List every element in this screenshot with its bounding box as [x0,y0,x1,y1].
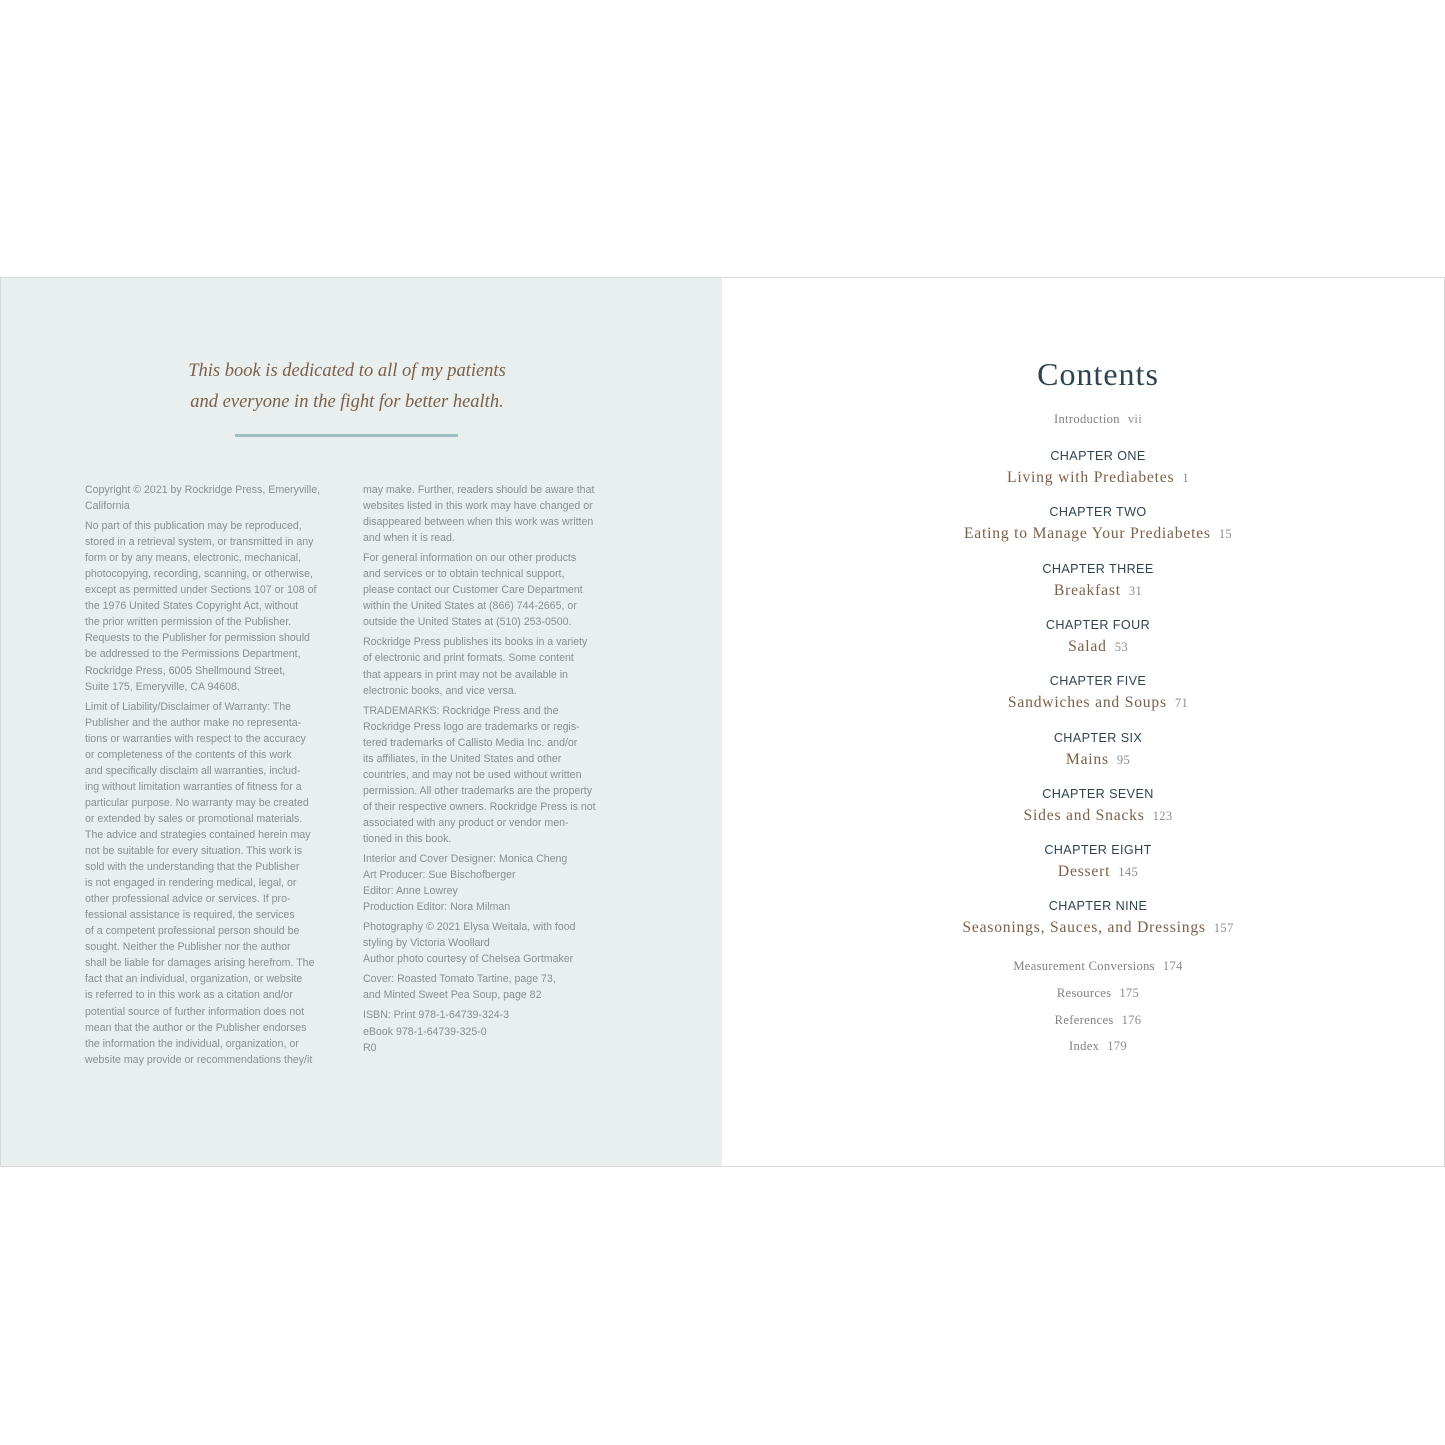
legal-line: and specifically disclaim all warranties, includ- [85,764,301,777]
toc-back-entry-label: Measurement Conversions [1013,959,1155,973]
legal-column-left [85,482,335,1072]
legal-line: fessional assistance is required, the services [85,909,295,922]
toc-chapter-entry[interactable] [722,919,1445,937]
dedication-divider [235,434,458,437]
toc-chapter-entry[interactable] [722,751,1445,769]
page-number: 71 [1174,696,1189,711]
legal-line: mean that the author or the Publisher endorses [85,1021,307,1034]
legal-line: the prior written permission of the Publisher. [85,616,292,629]
chapter-label[interactable] [722,899,1445,913]
legal-paragraph [363,851,613,915]
page-number: 31 [1128,583,1143,598]
legal-line: ing without limitation warranties of fitness for a [85,780,302,793]
toc-chapter-entry-label: Seasonings, Sauces, and Dressings [962,919,1206,937]
toc-back-entry-label: Index [1069,1039,1100,1054]
legal-line: tioned in this book. [363,832,452,845]
page-number: 179 [1107,1039,1127,1054]
chapter-label[interactable] [722,787,1445,801]
legal-line: and when it is read. [363,532,455,545]
legal-line: tered trademarks of Callisto Media Inc. and/or [363,736,578,749]
copyright-page [0,278,722,1166]
chapter-label-label: CHAPTER EIGHT [1044,843,1152,858]
toc-chapter-entry[interactable] [722,638,1445,656]
toc-chapter-entry-label: Mains [1065,750,1109,768]
toc-chapter-entry[interactable] [722,807,1445,825]
toc-front-entry-label: Introduction [1053,412,1120,426]
page-number: 15 [1218,527,1233,542]
legal-line: eBook 978-1-64739-325-0 [363,1025,487,1038]
chapter-label-label: CHAPTER SEVEN [1042,786,1154,801]
book-spread [0,277,1445,1167]
contents-title: Contents [1037,356,1159,392]
legal-line: photocopying, recording, scanning, or otherwise, [85,568,313,581]
legal-line: that appears in print may not be available in [363,668,568,681]
legal-line: associated with any product or vendor men- [363,816,569,829]
legal-line: be addressed to the Permissions Department, [85,648,301,661]
toc-chapter-entry-label: Breakfast [1053,581,1121,599]
chapter-label[interactable] [722,505,1445,519]
chapter-label[interactable] [722,618,1445,632]
legal-line: except as permitted under Sections 107 or 108 of [85,584,317,597]
legal-line: potential source of further information does not [85,1005,305,1018]
legal-paragraph [363,1007,613,1055]
legal-line: sold with the understanding that the Publisher [85,861,300,874]
toc-back-entry[interactable] [722,959,1445,974]
legal-line: or completeness of the contents of this work [85,748,292,761]
chapter-label-label: CHAPTER ONE [1050,449,1146,463]
chapter-label[interactable] [722,449,1445,463]
legal-line: Rockridge Press logo are trademarks or regis- [363,720,580,733]
legal-line: is referred to in this work as a citation and/or [85,989,293,1002]
page-number: 123 [1152,808,1173,823]
dedication-line: This book is dedicated to all of my patients [188,361,506,381]
legal-line: of electronic and print formats. Some content [363,652,574,665]
legal-line: its affiliates, in the United States and other [363,752,562,765]
legal-line: the 1976 United States Copyright Act, without [85,600,299,613]
toc-chapter-entry[interactable] [722,694,1445,712]
toc-chapter-entry[interactable] [722,582,1445,600]
page-number: 157 [1213,921,1234,936]
page-number: 145 [1118,865,1139,880]
legal-line: Author photo courtesy of Chelsea Gortmaker [363,953,574,966]
legal-line: disappeared between when this work was written [363,516,594,529]
legal-line: ISBN: Print 978-1-64739-324-3 [363,1009,510,1022]
legal-line: TRADEMARKS: Rockridge Press and the [363,704,559,717]
chapter-label-label: CHAPTER SIX [1053,730,1143,745]
legal-line: website may provide or recommendations they/it [85,1053,313,1066]
contents-page [722,278,1444,1166]
page-number: 174 [1162,959,1183,973]
page-number: 176 [1121,1012,1142,1027]
legal-paragraph [363,550,613,630]
dedication-line: and everyone in the fight for better health. [190,392,504,412]
legal-line: Suite 175, Emeryville, CA 94608. [85,680,240,693]
legal-line: countries, and may not be used without written [363,768,582,781]
chapter-label[interactable] [722,731,1445,745]
legal-paragraph [85,482,335,514]
toc-chapter-entry-label: Sides and Snacks [1023,806,1145,824]
legal-line: Copyright © 2021 by Rockridge Press, Emeryville, [85,484,321,496]
legal-line: other professional advice or services. If pro- [85,893,291,906]
legal-line: electronic books, and vice versa. [363,684,517,697]
legal-paragraph [85,518,335,695]
legal-line: permission. All other trademarks are the property [363,784,593,797]
chapter-label-label: CHAPTER FOUR [1045,617,1151,632]
toc-chapter-entry-label: Dessert [1057,863,1111,881]
chapter-label[interactable] [722,674,1445,688]
chapter-label[interactable] [722,562,1445,576]
legal-paragraph [363,919,613,967]
toc-back-entry[interactable] [722,1039,1445,1054]
toc-chapter-entry-label: Salad [1068,637,1107,655]
legal-line: not be suitable for every situation. This work is [85,845,303,858]
legal-line: shall be liable for damages arising herefrom. The [85,957,315,970]
chapter-label-label: CHAPTER THREE [1042,561,1154,576]
page-number: 53 [1114,639,1128,654]
legal-line: particular purpose. No warranty may be created [85,796,309,809]
legal-line: is not engaged in rendering medical, legal, or [85,877,297,890]
toc-chapter-entry-label: Eating to Manage Your Prediabetes [963,525,1211,543]
legal-line: stored in a retrieval system, or transmitted in any [85,536,314,549]
legal-line: may make. Further, readers should be aware that [363,484,595,496]
toc-chapter-entry-label: Sandwiches and Soups [1007,694,1167,712]
legal-line: California [85,500,130,513]
toc-front-entry[interactable] [722,412,1445,427]
legal-line: and services or to obtain technical support, [363,568,565,581]
toc-back-entry-label: References [1054,1012,1114,1027]
toc-chapter-entry[interactable] [722,863,1445,881]
dedication [1,356,693,418]
toc-chapter-entry-label: Living with Prediabetes [1007,469,1175,486]
legal-line: outside the United States at (510) 253-0500. [363,616,572,629]
legal-line: fact that an individual, organization, or website [85,973,303,986]
legal-line: or extended by sales or promotional materials. [85,812,303,825]
page-number: 1 [1182,471,1189,485]
legal-line: Interior and Cover Designer: Monica Cheng [363,853,568,866]
legal-line: Requests to the Publisher for permission should [85,632,310,645]
legal-line: The advice and strategies contained herein may [85,828,311,841]
legal-line: Cover: Roasted Tomato Tartine, page 73, [363,973,556,986]
legal-paragraph [363,703,613,847]
legal-line: Limit of Liability/Disclaimer of Warranty: The [85,700,292,713]
legal-column-right [363,482,613,1060]
chapter-label-label: CHAPTER TWO [1049,505,1147,520]
legal-paragraph [363,482,613,546]
legal-line: Editor: Anne Lowrey [363,885,458,898]
legal-line: Rockridge Press, 6005 Shellmound Street, [85,664,286,677]
legal-line: For general information on our other products [363,552,577,565]
toc-chapter-entry[interactable] [722,469,1445,487]
legal-paragraph [363,971,613,1003]
legal-line: and Minted Sweet Pea Soup, page 82 [363,989,542,1002]
legal-line: form or by any means, electronic, mechanical, [85,552,302,565]
legal-line: of a competent professional person should be [85,925,300,938]
legal-line: R0 [363,1041,377,1054]
legal-line: Production Editor: Nora Milman [363,901,511,914]
legal-line: websites listed in this work may have changed or [363,500,593,513]
legal-line: tions or warranties with respect to the accuracy [85,732,306,745]
page-number: 175 [1119,985,1140,1000]
page-number: vii [1127,412,1143,426]
legal-line: Rockridge Press publishes its books in a variety [363,636,588,649]
legal-paragraph [85,699,335,1068]
chapter-label-label: CHAPTER NINE [1048,899,1148,914]
legal-line: styling by Victoria Woollard [363,937,490,950]
page-number: 95 [1116,752,1131,767]
legal-line: No part of this publication may be reproduced, [85,520,302,533]
legal-line: the information the individual, organization, or [85,1037,299,1050]
toc-back-entry-label: Resources [1056,985,1112,1000]
legal-line: of their respective owners. Rockridge Press is not [363,800,596,813]
legal-line: Art Producer: Sue Bischofberger [363,869,516,882]
toc-back-entry[interactable] [722,986,1445,1001]
legal-line: Publisher and the author make no representa- [85,716,302,729]
toc-back-entry[interactable] [722,1013,1445,1028]
legal-line: Photography © 2021 Elysa Weitala, with food [363,921,576,934]
legal-line: within the United States at (866) 744-2665, or [363,600,577,613]
toc-chapter-entry[interactable] [722,525,1445,543]
legal-line: please contact our Customer Care Department [363,584,583,597]
chapter-label[interactable] [722,843,1445,857]
legal-paragraph [363,634,613,698]
chapter-label-label: CHAPTER FIVE [1049,674,1147,689]
legal-line: sought. Neither the Publisher nor the author [85,941,291,954]
